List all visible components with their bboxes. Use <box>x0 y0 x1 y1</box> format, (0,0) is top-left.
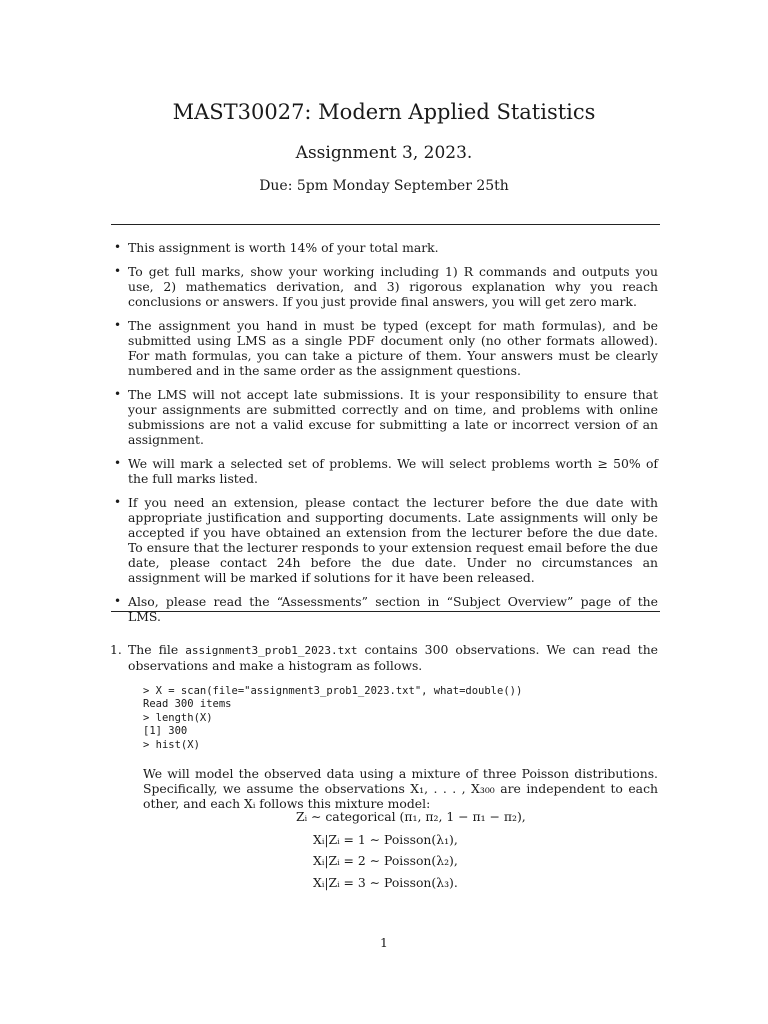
instruction-item: • We will mark a selected set of problems. We will select problems worth ≥ 50% of the full marks listed. <box>114 456 658 486</box>
equation-poisson-2: Xᵢ|Zᵢ = 2 ∼ Poisson(λ₂), <box>313 853 458 868</box>
code-line: > hist(X) <box>143 738 200 751</box>
equation-categorical: Zᵢ ∼ categorical (π₁, π₂, 1 − π₁ − π₂), <box>296 809 526 824</box>
due-date: Due: 5pm Monday September 25th <box>259 178 509 194</box>
instructions-list <box>114 240 658 633</box>
instruction-item: • If you need an extension, please contact the lecturer before the due date with appropriate justification and supporting documents. Late assignments will only be accepted if you have obtained an extension from the lecturer before the due date. To ensure that the lecturer responds to your extension request email before the due date, please contact 24h before the due date. Under no circumstances an assignment will be marked if solutions for it have been released. <box>114 495 658 585</box>
code-line: > X = scan(file="assignment3_prob1_2023.txt", what=double()) <box>143 685 523 697</box>
instruction-item: • The assignment you hand in must be typed (except for math formulas), and be submitted using LMS as a single PDF document only (no other formats allowed). For math formulas, you can take a picture of them. Your answers must be clearly numbered and in the same order as the assignment questions. <box>114 318 658 378</box>
model-description: We will model the observed data using a mixture of three Poisson distributions. Specifically, we assume the observations X₁, . . . , X₃₀₀ are independent to each other, and each Xᵢ follows this mixture model: <box>143 766 658 811</box>
equation-poisson-3: Xᵢ|Zᵢ = 3 ∼ Poisson(λ₃). <box>313 875 458 890</box>
code-line: [1] 300 <box>143 725 188 738</box>
bullet-icon: • <box>114 240 122 254</box>
code-line: Read 300 items <box>143 698 232 711</box>
r-code-block <box>143 685 522 752</box>
page-number: 1 <box>380 935 388 950</box>
bullet-icon: • <box>114 387 122 401</box>
bullet-icon: • <box>114 495 122 509</box>
instruction-item: • The LMS will not accept late submissions. It is your responsibility to ensure that your assignments are submitted correctly and on time, and problems with online submissions are not a valid excuse for submitting a late or incorrect version of an assignment. <box>114 387 658 447</box>
bullet-icon: • <box>114 264 122 278</box>
assignment-subtitle: Assignment 3, 2023. <box>295 143 473 163</box>
problem-1-intro: 1. The file assignment3_prob1_2023.txt contains 300 observations. We can read the observations and make a histogram as follows. <box>110 642 659 673</box>
bullet-icon: • <box>114 318 122 332</box>
bottom-divider <box>111 611 660 612</box>
bullet-icon: • <box>114 594 122 608</box>
bullet-icon: • <box>114 456 122 470</box>
equation-poisson-1: Xᵢ|Zᵢ = 1 ∼ Poisson(λ₁), <box>313 832 458 847</box>
problem-number: 1. <box>110 642 122 657</box>
instruction-item: • Also, please read the “Assessments” section in “Subject Overview” page of the LMS. <box>114 594 658 624</box>
top-divider <box>111 224 660 225</box>
code-line: > length(X) <box>143 711 213 724</box>
document-title: MAST30027: Modern Applied Statistics <box>172 100 596 124</box>
instruction-item: • To get full marks, show your working including 1) R commands and outputs you use, 2) mathematics derivation, and 3) rigorous explanation why you reach conclusions or answers. If you just provide final answers, you will get zero mark. <box>114 264 658 309</box>
filename: assignment3_prob1_2023.txt <box>185 644 358 657</box>
instruction-item: • This assignment is worth 14% of your total mark. <box>114 240 439 255</box>
